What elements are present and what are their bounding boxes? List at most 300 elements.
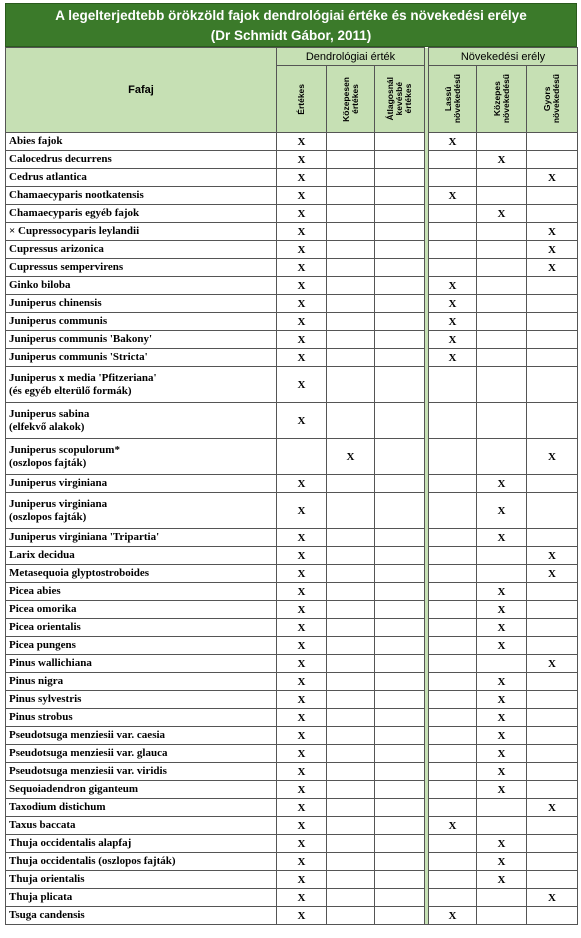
table-row [6,169,578,187]
mark-cell-less-valuable [375,799,425,817]
mark-cell-medium-growth [477,817,527,835]
mark-cell-medium-growth [477,169,527,187]
mark-cell-slow-growth [429,601,477,619]
table-row [6,133,578,151]
mark-cell-valuable: X [277,655,327,673]
mark-cell-fast-growth [527,187,578,205]
mark-cell-medium-growth [477,889,527,907]
mark-cell-less-valuable [375,151,425,169]
mark-cell-valuable [277,439,327,475]
mark-cell-fast-growth [527,133,578,151]
mark-cell-less-valuable [375,601,425,619]
table-row [6,799,578,817]
mark-cell-medium-growth: X [477,871,527,889]
table-row [6,529,578,547]
mark-cell-moderately-valuable [327,205,375,223]
table-row [6,781,578,799]
mark-cell-moderately-valuable [327,871,375,889]
mark-cell-slow-growth [429,637,477,655]
mark-cell-less-valuable [375,493,425,529]
mark-cell-less-valuable [375,907,425,925]
mark-cell-less-valuable [375,403,425,439]
mark-cell-slow-growth: X [429,187,477,205]
table-row [6,295,578,313]
species-name: Pinus sylvestris [6,691,277,709]
mark-cell-less-valuable [375,889,425,907]
mark-cell-medium-growth: X [477,583,527,601]
mark-cell-valuable: X [277,745,327,763]
mark-cell-less-valuable [375,439,425,475]
mark-cell-moderately-valuable [327,781,375,799]
mark-cell-moderately-valuable [327,889,375,907]
species-column-header: Fafaj [6,48,277,133]
table-row [6,907,578,925]
mark-cell-moderately-valuable [327,403,375,439]
species-name: Tsuga candensis [6,907,277,925]
mark-cell-valuable: X [277,799,327,817]
mark-cell-valuable: X [277,403,327,439]
species-name: Juniperus virginiana [6,475,277,493]
mark-cell-slow-growth [429,205,477,223]
mark-cell-moderately-valuable [327,241,375,259]
table-row [6,547,578,565]
mark-cell-slow-growth [429,493,477,529]
table-row [6,151,578,169]
table-row [6,565,578,583]
mark-cell-medium-growth [477,349,527,367]
mark-cell-fast-growth: X [527,241,578,259]
mark-cell-medium-growth: X [477,619,527,637]
species-name: Juniperus virginiana 'Tripartia' [6,529,277,547]
table-title [5,3,577,47]
mark-cell-fast-growth [527,403,578,439]
table-row [6,763,578,781]
mark-cell-less-valuable [375,277,425,295]
mark-cell-moderately-valuable [327,691,375,709]
mark-cell-valuable: X [277,277,327,295]
species-name: Metasequoia glyptostroboides [6,565,277,583]
mark-cell-fast-growth [527,853,578,871]
table-row [6,439,578,475]
mark-cell-slow-growth [429,529,477,547]
column-header-valuable [277,66,327,133]
species-name: Juniperus virginiana (oszlopos fajták) [6,493,277,529]
mark-cell-moderately-valuable [327,763,375,781]
table-row [6,187,578,205]
mark-cell-valuable: X [277,169,327,187]
mark-cell-less-valuable [375,313,425,331]
species-name: Cupressus sempervirens [6,259,277,277]
mark-cell-less-valuable [375,637,425,655]
mark-cell-moderately-valuable [327,619,375,637]
mark-cell-slow-growth [429,673,477,691]
species-name: Picea abies [6,583,277,601]
mark-cell-valuable: X [277,817,327,835]
mark-cell-less-valuable [375,745,425,763]
mark-cell-moderately-valuable [327,349,375,367]
table-row [6,673,578,691]
mark-cell-slow-growth [429,853,477,871]
dendro-value-group-header: Dendrológiai érték [277,48,425,66]
species-name: Juniperus chinensis [6,295,277,313]
mark-cell-fast-growth [527,205,578,223]
mark-cell-less-valuable [375,871,425,889]
table-row [6,493,578,529]
mark-cell-slow-growth [429,439,477,475]
mark-cell-moderately-valuable [327,169,375,187]
column-header-label: Közepes növekedésű [491,74,511,124]
mark-cell-less-valuable [375,763,425,781]
mark-cell-fast-growth: X [527,565,578,583]
table-row [6,601,578,619]
mark-cell-fast-growth [527,493,578,529]
species-table [5,47,578,925]
species-name: Juniperus communis 'Stricta' [6,349,277,367]
mark-cell-medium-growth [477,295,527,313]
mark-cell-fast-growth [527,295,578,313]
mark-cell-fast-growth [527,637,578,655]
mark-cell-fast-growth [527,151,578,169]
mark-cell-fast-growth [527,781,578,799]
mark-cell-fast-growth: X [527,223,578,241]
mark-cell-slow-growth [429,709,477,727]
mark-cell-slow-growth: X [429,277,477,295]
mark-cell-medium-growth [477,655,527,673]
species-name: Juniperus scopulorum* (oszlopos fajták) [6,439,277,475]
species-name: Cedrus atlantica [6,169,277,187]
mark-cell-slow-growth: X [429,331,477,349]
species-name: Pinus wallichiana [6,655,277,673]
mark-cell-less-valuable [375,619,425,637]
mark-cell-valuable: X [277,133,327,151]
table-row [6,403,578,439]
mark-cell-fast-growth [527,349,578,367]
mark-cell-medium-growth: X [477,493,527,529]
mark-cell-fast-growth [527,709,578,727]
mark-cell-less-valuable [375,259,425,277]
mark-cell-slow-growth [429,565,477,583]
mark-cell-fast-growth: X [527,547,578,565]
table-row [6,475,578,493]
mark-cell-slow-growth [429,259,477,277]
mark-cell-moderately-valuable [327,727,375,745]
mark-cell-medium-growth: X [477,529,527,547]
mark-cell-fast-growth: X [527,259,578,277]
column-header-label: Átlagosnál kevésbé értékes [385,77,413,121]
mark-cell-less-valuable [375,349,425,367]
mark-cell-fast-growth: X [527,889,578,907]
mark-cell-moderately-valuable [327,151,375,169]
column-header-slow-growth [429,66,477,133]
mark-cell-slow-growth [429,763,477,781]
mark-cell-fast-growth [527,619,578,637]
mark-cell-moderately-valuable [327,853,375,871]
mark-cell-slow-growth [429,151,477,169]
mark-cell-slow-growth [429,169,477,187]
mark-cell-valuable: X [277,871,327,889]
species-name: Thuja occidentalis alapfaj [6,835,277,853]
mark-cell-fast-growth: X [527,655,578,673]
mark-cell-fast-growth [527,763,578,781]
species-name: Abies fajok [6,133,277,151]
mark-cell-moderately-valuable [327,529,375,547]
mark-cell-slow-growth [429,583,477,601]
table-row [6,817,578,835]
mark-cell-medium-growth: X [477,637,527,655]
mark-cell-fast-growth [527,475,578,493]
mark-cell-medium-growth [477,367,527,403]
mark-cell-less-valuable [375,241,425,259]
column-header-label: Lassú növekedésű [442,74,462,124]
mark-cell-valuable: X [277,781,327,799]
species-name: Chamaecyparis egyéb fajok [6,205,277,223]
table-row [6,277,578,295]
mark-cell-medium-growth [477,223,527,241]
mark-cell-slow-growth [429,799,477,817]
table-row [6,691,578,709]
mark-cell-valuable: X [277,835,327,853]
mark-cell-moderately-valuable [327,565,375,583]
mark-cell-fast-growth [527,727,578,745]
mark-cell-valuable: X [277,763,327,781]
mark-cell-slow-growth: X [429,817,477,835]
mark-cell-valuable: X [277,691,327,709]
mark-cell-fast-growth [527,529,578,547]
mark-cell-slow-growth [429,619,477,637]
column-header-label: Közepesen értékes [340,76,360,122]
table-row [6,745,578,763]
mark-cell-medium-growth: X [477,151,527,169]
mark-cell-moderately-valuable [327,817,375,835]
species-name: Pseudotsuga menziesii var. caesia [6,727,277,745]
mark-cell-medium-growth: X [477,763,527,781]
mark-cell-less-valuable [375,691,425,709]
mark-cell-valuable: X [277,529,327,547]
table-row [6,835,578,853]
table-row [6,223,578,241]
mark-cell-valuable: X [277,331,327,349]
mark-cell-slow-growth [429,223,477,241]
mark-cell-less-valuable [375,547,425,565]
mark-cell-slow-growth [429,547,477,565]
title-line-1: A legelterjedtebb örökzöld fajok dendrológiai értéke és növekedési erélye [55,8,527,23]
mark-cell-slow-growth: X [429,313,477,331]
mark-cell-moderately-valuable [327,295,375,313]
mark-cell-slow-growth: X [429,907,477,925]
mark-cell-valuable: X [277,367,327,403]
mark-cell-valuable: X [277,475,327,493]
table-row [6,727,578,745]
mark-cell-moderately-valuable [327,637,375,655]
mark-cell-medium-growth [477,241,527,259]
mark-cell-fast-growth [527,277,578,295]
species-name: Taxodium distichum [6,799,277,817]
mark-cell-fast-growth [527,367,578,403]
mark-cell-slow-growth [429,835,477,853]
species-name: Pseudotsuga menziesii var. viridis [6,763,277,781]
mark-cell-less-valuable [375,133,425,151]
mark-cell-less-valuable [375,853,425,871]
mark-cell-valuable: X [277,223,327,241]
mark-cell-slow-growth [429,781,477,799]
mark-cell-less-valuable [375,529,425,547]
species-name: Sequoiadendron giganteum [6,781,277,799]
mark-cell-moderately-valuable [327,331,375,349]
mark-cell-less-valuable [375,835,425,853]
mark-cell-moderately-valuable [327,583,375,601]
table-row [6,853,578,871]
mark-cell-valuable: X [277,565,327,583]
title-line-2: (Dr Schmidt Gábor, 2011) [210,28,372,43]
mark-cell-less-valuable [375,367,425,403]
mark-cell-slow-growth [429,889,477,907]
mark-cell-valuable: X [277,853,327,871]
mark-cell-fast-growth [527,817,578,835]
mark-cell-medium-growth: X [477,709,527,727]
mark-cell-valuable: X [277,151,327,169]
table-row [6,619,578,637]
mark-cell-fast-growth [527,745,578,763]
mark-cell-medium-growth: X [477,601,527,619]
mark-cell-valuable: X [277,727,327,745]
mark-cell-valuable: X [277,313,327,331]
mark-cell-valuable: X [277,709,327,727]
mark-cell-medium-growth [477,403,527,439]
mark-cell-medium-growth [477,331,527,349]
species-name: Pinus strobus [6,709,277,727]
mark-cell-valuable: X [277,187,327,205]
table-body [6,133,578,925]
mark-cell-less-valuable [375,817,425,835]
mark-cell-less-valuable [375,223,425,241]
mark-cell-fast-growth: X [527,169,578,187]
species-name: × Cupressocyparis leylandii [6,223,277,241]
mark-cell-moderately-valuable [327,709,375,727]
mark-cell-moderately-valuable [327,835,375,853]
mark-cell-less-valuable [375,655,425,673]
mark-cell-valuable: X [277,205,327,223]
species-name: Taxus baccata [6,817,277,835]
mark-cell-medium-growth [477,565,527,583]
mark-cell-less-valuable [375,565,425,583]
table-row [6,205,578,223]
mark-cell-less-valuable [375,169,425,187]
mark-cell-medium-growth [477,439,527,475]
table-header [6,48,578,133]
mark-cell-moderately-valuable [327,223,375,241]
species-name: Juniperus communis 'Bakony' [6,331,277,349]
mark-cell-moderately-valuable [327,475,375,493]
mark-cell-moderately-valuable [327,547,375,565]
mark-cell-moderately-valuable [327,187,375,205]
table-row [6,331,578,349]
mark-cell-less-valuable [375,673,425,691]
column-header-moderately-valuable [327,66,375,133]
table-row [6,655,578,673]
species-name: Calocedrus decurrens [6,151,277,169]
mark-cell-moderately-valuable [327,313,375,331]
mark-cell-slow-growth [429,241,477,259]
mark-cell-medium-growth [477,133,527,151]
mark-cell-slow-growth [429,655,477,673]
species-name: Chamaecyparis nootkatensis [6,187,277,205]
mark-cell-fast-growth [527,313,578,331]
mark-cell-slow-growth [429,691,477,709]
mark-cell-fast-growth [527,673,578,691]
mark-cell-moderately-valuable [327,655,375,673]
mark-cell-slow-growth [429,727,477,745]
mark-cell-medium-growth [477,187,527,205]
mark-cell-fast-growth [527,907,578,925]
mark-cell-valuable: X [277,349,327,367]
species-name: Thuja plicata [6,889,277,907]
column-header-medium-growth [477,66,527,133]
mark-cell-medium-growth [477,799,527,817]
mark-cell-moderately-valuable [327,799,375,817]
mark-cell-moderately-valuable: X [327,439,375,475]
mark-cell-valuable: X [277,241,327,259]
species-name: Pseudotsuga menziesii var. glauca [6,745,277,763]
mark-cell-fast-growth [527,583,578,601]
table-row [6,637,578,655]
mark-cell-moderately-valuable [327,907,375,925]
mark-cell-valuable: X [277,637,327,655]
mark-cell-medium-growth: X [477,475,527,493]
mark-cell-fast-growth [527,835,578,853]
document [5,3,577,925]
table-row [6,259,578,277]
mark-cell-fast-growth [527,691,578,709]
mark-cell-medium-growth: X [477,691,527,709]
mark-cell-less-valuable [375,709,425,727]
mark-cell-valuable: X [277,259,327,277]
table-row [6,871,578,889]
mark-cell-valuable: X [277,583,327,601]
mark-cell-valuable: X [277,493,327,529]
mark-cell-valuable: X [277,601,327,619]
mark-cell-valuable: X [277,619,327,637]
mark-cell-slow-growth: X [429,133,477,151]
species-name: Juniperus communis [6,313,277,331]
mark-cell-moderately-valuable [327,259,375,277]
mark-cell-medium-growth [477,547,527,565]
mark-cell-medium-growth: X [477,205,527,223]
mark-cell-less-valuable [375,781,425,799]
column-header-fast-growth [527,66,578,133]
mark-cell-valuable: X [277,547,327,565]
mark-cell-less-valuable [375,727,425,745]
mark-cell-less-valuable [375,187,425,205]
mark-cell-valuable: X [277,889,327,907]
column-header-less-valuable [375,66,425,133]
species-name: Pinus nigra [6,673,277,691]
species-name: Picea omorika [6,601,277,619]
mark-cell-moderately-valuable [327,601,375,619]
mark-cell-less-valuable [375,295,425,313]
mark-cell-medium-growth [477,259,527,277]
mark-cell-slow-growth [429,403,477,439]
mark-cell-fast-growth [527,601,578,619]
mark-cell-slow-growth: X [429,349,477,367]
species-name: Picea orientalis [6,619,277,637]
growth-vigor-group-header: Növekedési erély [429,48,578,66]
species-name: Cupressus arizonica [6,241,277,259]
mark-cell-moderately-valuable [327,133,375,151]
table-row [6,709,578,727]
species-name: Larix decidua [6,547,277,565]
mark-cell-slow-growth: X [429,295,477,313]
mark-cell-valuable: X [277,673,327,691]
